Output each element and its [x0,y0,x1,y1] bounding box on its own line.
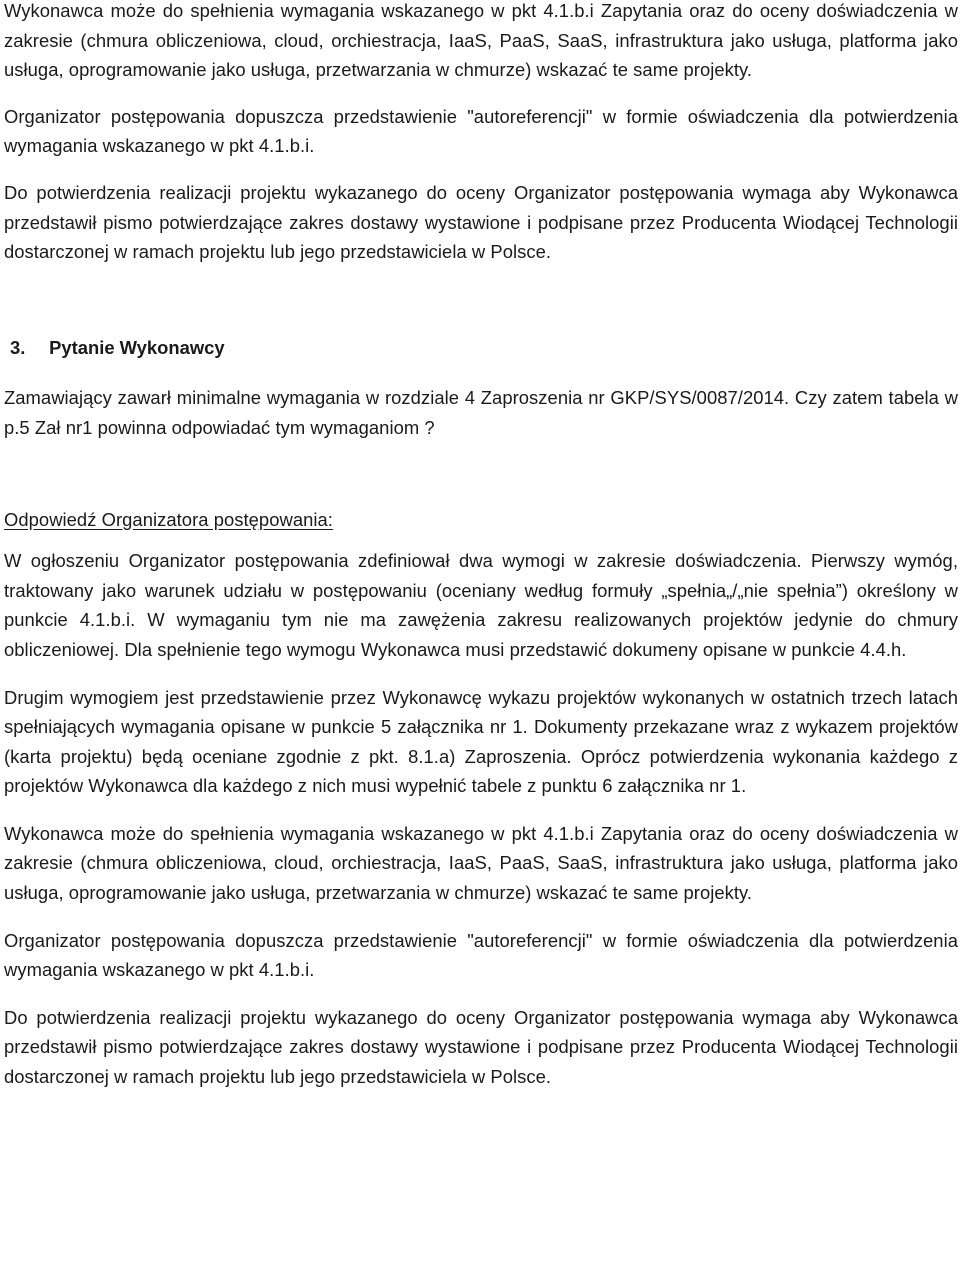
answer-paragraph-autoreferences: Organizator postępowania dopuszcza przedstawienie "autoreferencji" w formie oświadczenia dla potwierdzenia wymagania wskazanego w pkt 4.1.b.i. [4,929,958,981]
answer-paragraph-first-requirement: W ogłoszeniu Organizator postępowania zdefiniował dwa wymogi w zakresie doświadczenia. Pierwszy wymóg, traktowany jako warunek udziału w postępowaniu (oceniany według formuły „spełnia„/„nie spełnia”) określony w punkcie 4.1.b.i. W wymaganiu tym nie ma zawężenia zakresu realizowanych projektów jedynie do chmury obliczeniowej. Dla spełnienie tego wymogu Wykonawca musi przedstawić dokumeny opisane w punkcie 4.4.h. [4,550,958,660]
question-text: Zamawiający zawarł minimalne wymagania w rozdziale 4 Zaproszenia nr GKP/SYS/0087/2014. Czy zatem tabela w p.5 Zał nr1 powinna odpowiadać tym wymaganiom ? [4,387,958,438]
paragraph-confirmation: Do potwierdzenia realizacji projektu wykazanego do oceny Organizator postępowania wymaga aby Wykonawca przedstawił pismo potwierdzające zakres dostawy wystawione i podpisane przez Producenta Wiodącej Technologii dostarczonej w ramach projektu lub jego przedstawiciela w Polsce. [4,181,958,263]
answer-paragraph-second-requirement: Drugim wymogiem jest przedstawienie przez Wykonawcę wykazu projektów wykonanych w ostatnich trzech latach spełniających wymagania opisane w punkcie 5 załącznika nr 1. Dokumenty przekazane wraz z wykazem projektów (karta projektu) będą oceniane zgodnie z pkt. 8.1.a) Zaproszenia. Oprócz potwierdzenia wykonania każdego z projektów Wykonawca dla każdego z nich musi wypełnić tabele z punktu 6 załącznika nr 1. [4,686,958,797]
answer-paragraph-contractor-may: Wykonawca może do spełnienia wymagania wskazanego w pkt 4.1.b.i Zapytania oraz do oceny doświadczenia w zakresie (chmura obliczeniowa, cloud, orchiestracja, IaaS, PaaS, SaaS, infrastruktura jako usługa, platforma jako usługa, oprogramowanie jako usługa, przetwarzania w chmurze) wskazać te same projekty. [4,822,958,904]
answer-heading: Odpowiedź Organizatora postępowania: [4,508,333,530]
question-title: Pytanie Wykonawcy [49,336,225,358]
paragraph-autoreferences: Organizator postępowania dopuszcza przedstawienie "autoreferencji" w formie oświadczenia dla potwierdzenia wymagania wskazanego w pkt 4.1.b.i. [4,105,958,157]
answer-paragraph-confirmation: Do potwierdzenia realizacji projektu wykazanego do oceny Organizator postępowania wymaga aby Wykonawca przedstawił pismo potwierdzające zakres dostawy wystawione i podpisane przez Producenta Wiodącej Technologii dostarczonej w ramach projektu lub jego przedstawiciela w Polsce. [4,1006,958,1088]
paragraph-contractor-may: Wykonawca może do spełnienia wymagania wskazanego w pkt 4.1.b.i Zapytania oraz do oceny doświadczenia w zakresie (chmura obliczeniowa, cloud, orchiestracja, IaaS, PaaS, SaaS, infrastruktura jako usługa, platforma jako usługa, oprogramowanie jako usługa, przetwarzania w chmurze) wskazać te same projekty. [4,0,958,81]
document-page [4,0,958,1092]
question-number: 3. [10,336,26,358]
question-heading [4,333,958,363]
